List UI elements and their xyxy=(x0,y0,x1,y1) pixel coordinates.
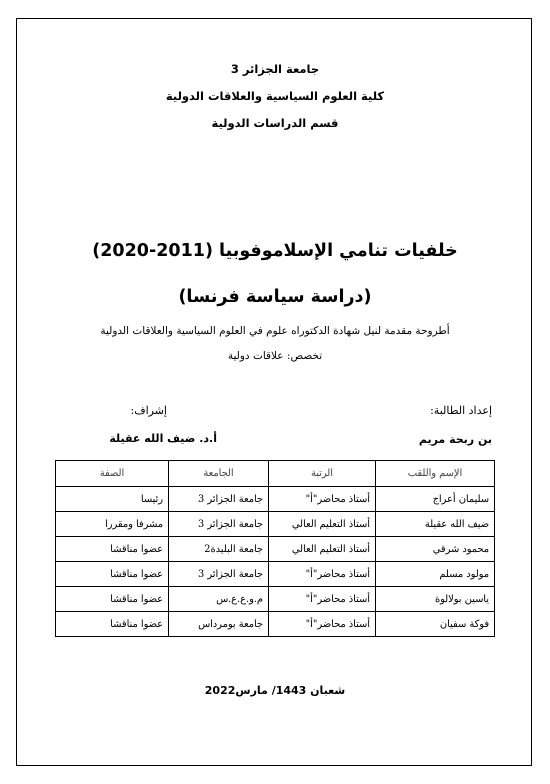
member-rank: أستاذ التعليم العالي xyxy=(269,537,376,562)
jury-header-row xyxy=(56,461,495,487)
header-name: الإسم واللقب xyxy=(376,461,495,487)
faculty-name: كلية العلوم السياسية والعلاقات الدولية xyxy=(165,89,385,103)
jury-table xyxy=(55,460,495,637)
member-rank: أستاذ محاضر"أ" xyxy=(269,612,376,637)
student-name: بن ربحة مريم xyxy=(418,433,492,446)
member-name: سليمان أعراج xyxy=(376,487,495,512)
prepared-by-label: إعداد الطالبة: xyxy=(430,404,492,417)
specialization: تخصص: علاقات دولية xyxy=(227,350,323,362)
submission-date: شعبان 1443/ مارس2022 xyxy=(204,684,346,697)
table-row xyxy=(56,512,495,537)
member-role: عضوا مناقشا xyxy=(56,537,169,562)
member-rank: أستاذ محاضر"أ" xyxy=(269,487,376,512)
member-role: عضوا مناقشا xyxy=(56,562,169,587)
member-university: جامعة الجزائر 3 xyxy=(169,487,269,512)
table-row xyxy=(56,562,495,587)
member-name: ياسين بولالوة xyxy=(376,587,495,612)
supervision-label: إشراف: xyxy=(130,404,167,417)
table-row xyxy=(56,537,495,562)
member-rank: أستاذ التعليم العالي xyxy=(269,512,376,537)
page-border xyxy=(16,18,532,766)
table-row xyxy=(56,612,495,637)
member-role: مشرفا ومقررا xyxy=(56,512,169,537)
header-role: الصفة xyxy=(56,461,169,487)
member-name: مولود مسلم xyxy=(376,562,495,587)
member-university: جامعة البليدة2 xyxy=(169,537,269,562)
member-university: جامعة الجزائر 3 xyxy=(169,562,269,587)
department-name: قسم الدراسات الدولية xyxy=(211,116,339,130)
member-role: عضوا مناقشا xyxy=(56,587,169,612)
thesis-title: خلفيات تنامي الإسلاموفوبيا (2011-2020) xyxy=(92,241,458,261)
header-university: الجامعة xyxy=(169,461,269,487)
member-name: ضيف الله عقيلة xyxy=(376,512,495,537)
member-rank: أستاذ محاضر"أ" xyxy=(269,587,376,612)
member-university: م.و.ع.ع.س xyxy=(169,587,269,612)
table-row xyxy=(56,587,495,612)
thesis-subtitle: (دراسة سياسة فرنسا) xyxy=(178,287,372,307)
member-role: رئيسا xyxy=(56,487,169,512)
member-name: محمود شرقي xyxy=(376,537,495,562)
header-rank: الرتبة xyxy=(269,461,376,487)
table-row xyxy=(56,487,495,512)
university-name: جامعة الجزائر 3 xyxy=(230,62,320,76)
member-role: عضوا مناقشا xyxy=(56,612,169,637)
member-university: جامعة الجزائر 3 xyxy=(169,512,269,537)
member-university: جامعة بومرداس xyxy=(169,612,269,637)
thesis-description: أطروحة مقدمة لنيل شهادة الدكتوراه علوم في العلوم السياسية والعلاقات الدولية xyxy=(100,325,450,337)
member-rank: أستاذ محاضر"أ" xyxy=(269,562,376,587)
supervisor-name: أ.د. ضيف الله عقيلة xyxy=(109,432,217,445)
member-name: فوكة سفيان xyxy=(376,612,495,637)
